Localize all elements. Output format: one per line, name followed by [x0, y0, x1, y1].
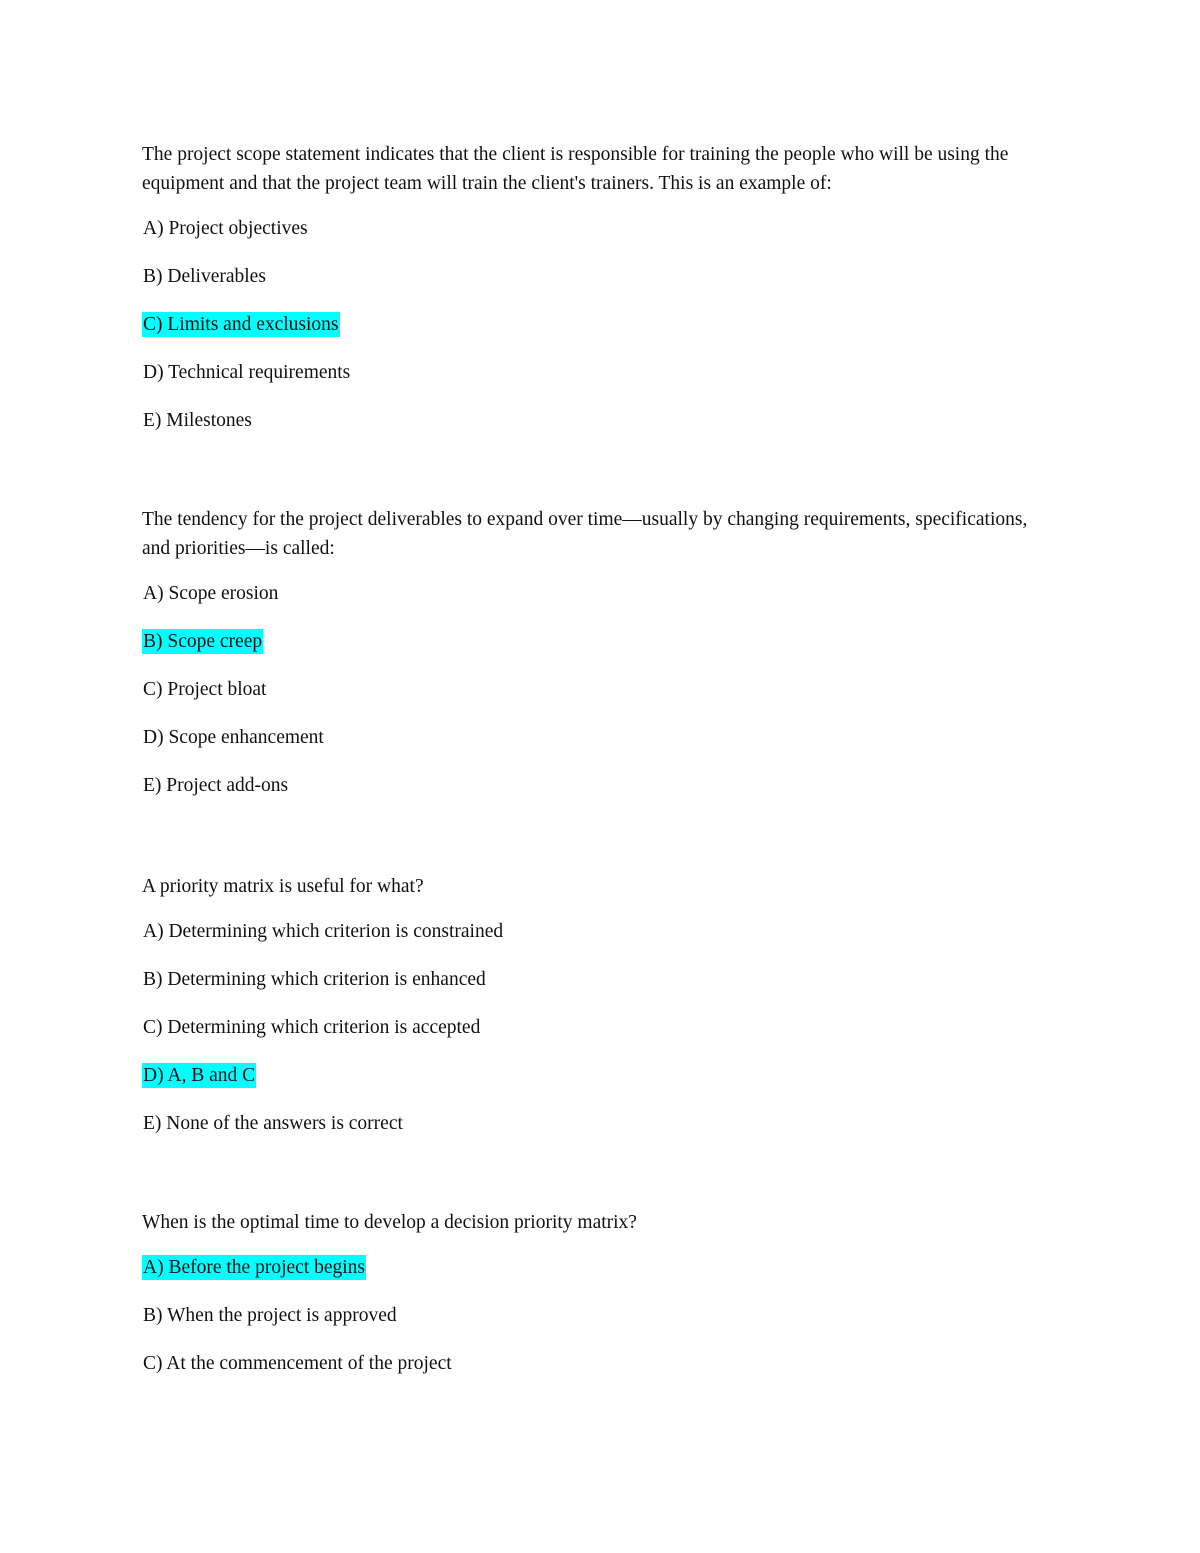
option-e: E) Milestones — [143, 410, 252, 431]
question-4 — [142, 1208, 1042, 1399]
question-3 — [142, 872, 1042, 1159]
question-text: When is the optimal time to develop a decision priority matrix? — [142, 1212, 637, 1233]
option-c-highlighted-answer: C) Limits and exclusions — [143, 314, 339, 335]
option-d: D) Scope enhancement — [143, 727, 324, 748]
question-2 — [142, 505, 1042, 821]
question-text: The project scope statement indicates that the client is responsible for training the people who will be using the equipment and that the project team will train the client's trainers. This is an example of: — [142, 144, 1009, 194]
option-e: E) None of the answers is correct — [143, 1113, 403, 1134]
option-b-highlighted-answer: B) Scope creep — [143, 631, 263, 652]
question-text: A priority matrix is useful for what? — [142, 876, 424, 897]
option-c: C) Project bloat — [143, 679, 267, 700]
option-c: C) Determining which criterion is accepted — [143, 1017, 481, 1038]
option-d: D) Technical requirements — [143, 362, 351, 383]
option-e: E) Project add-ons — [143, 775, 289, 796]
option-b: B) Determining which criterion is enhanced — [143, 969, 486, 990]
option-b: B) Deliverables — [143, 266, 266, 287]
option-a: A) Scope erosion — [143, 583, 279, 604]
option-c: C) At the commencement of the project — [143, 1353, 452, 1374]
option-b: B) When the project is approved — [143, 1305, 397, 1326]
option-a: A) Project objectives — [143, 218, 308, 239]
option-a-highlighted-answer: A) Before the project begins — [143, 1257, 366, 1278]
question-text: The tendency for the project deliverables to expand over time—usually by changing requirements, specifications, and priorities—is called: — [142, 509, 1028, 559]
question-1 — [142, 140, 1042, 456]
option-d-highlighted-answer: D) A, B and C — [143, 1065, 256, 1086]
option-a: A) Determining which criterion is constrained — [143, 921, 504, 942]
